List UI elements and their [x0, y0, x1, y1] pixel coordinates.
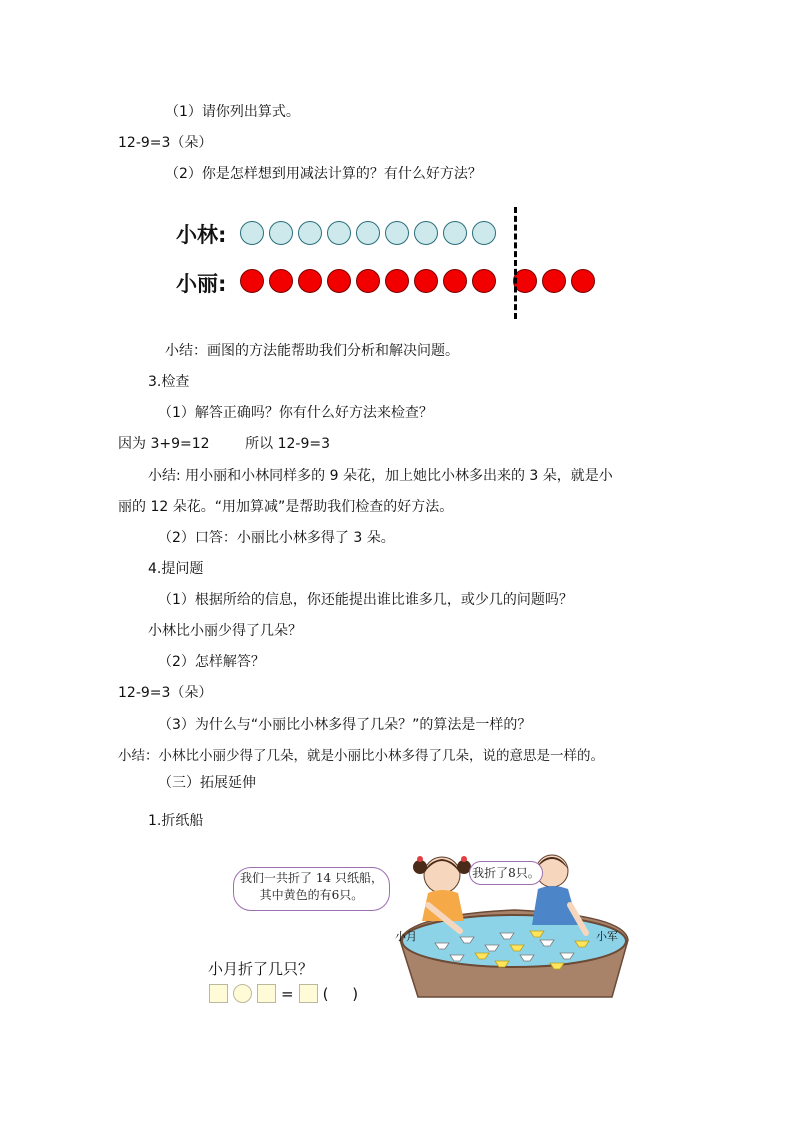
summary-check-line1: 小结: 用小丽和小林同样多的 9 朵花，加上她比小林多出来的 3 朵，就是小	[148, 468, 613, 484]
dashed-divider	[514, 207, 517, 319]
section-extension: （三）拓展延伸	[158, 775, 256, 791]
xiaoli-flower-dot	[571, 269, 595, 293]
ask-question-3: （3）为什么与“小丽比小林多得了几朵？”的算法是一样的？	[158, 717, 532, 733]
xiaoli-flower-dot	[385, 269, 409, 293]
question-1-list-formula: （1）请你列出算式。	[165, 104, 300, 120]
xiaoli-flower-dot	[472, 269, 496, 293]
xiaolin-flower-dot	[472, 221, 496, 245]
label-xiaolin: 小林:	[176, 223, 227, 247]
xiaolin-flower-dot	[298, 221, 322, 245]
equals-sign: =	[281, 984, 294, 1003]
xiaoli-flower-dot	[356, 269, 380, 293]
question-2-method: （2）你是怎样想到用减法计算的？有什么好方法？	[165, 166, 482, 182]
ask-example: 小林比小丽少得了几朵？	[148, 623, 302, 639]
name-xiaoyue: 小月	[395, 930, 417, 943]
blank-box-1[interactable]	[209, 984, 228, 1003]
equation-template	[209, 984, 358, 1003]
xiaolin-flower-dot	[385, 221, 409, 245]
ask-question-1: （1）根据所给的信息，你还能提出谁比谁多几，或少几的问题吗？	[158, 592, 573, 608]
oral-answer: （2）口答：小丽比小林多得了 3 朵。	[158, 530, 395, 546]
xiaolin-flower-dot	[327, 221, 351, 245]
speech-bubble-xiaoyue: 我们一共折了 14 只纸船，其中黄色的有6只。	[233, 867, 390, 911]
answer-formula-2: 12-9=3（朵）	[118, 685, 213, 701]
label-xiaoli: 小丽:	[176, 272, 227, 296]
xiaoli-flower-dot	[542, 269, 566, 293]
xiaolin-flower-dot	[269, 221, 293, 245]
speech-bubble-xiaojun: 我折了8只。	[469, 861, 543, 885]
xiaolin-flower-dot	[356, 221, 380, 245]
xiaoli-flower-dot	[298, 269, 322, 293]
illustration-question: 小月折了几只？	[208, 960, 314, 978]
summary-check-line2: 丽的 12 朵花。“用加算减”是帮助我们检查的好方法。	[118, 499, 454, 515]
xiaoli-dot-row	[240, 269, 595, 293]
blank-box-result[interactable]	[299, 984, 318, 1003]
summary-same-meaning: 小结：小林比小丽少得了几朵，就是小丽比小林多得了几朵，说的意思是一样的。	[118, 748, 604, 764]
xiaolin-flower-dot	[240, 221, 264, 245]
xiaolin-flower-dot	[414, 221, 438, 245]
xiaoli-flower-dot	[414, 269, 438, 293]
name-xiaojun: 小军	[596, 930, 618, 943]
xiaolin-dot-row	[240, 221, 496, 245]
xiaoli-flower-dot	[327, 269, 351, 293]
operator-circle[interactable]	[233, 984, 252, 1003]
xiaoli-flower-dot	[269, 269, 293, 293]
ask-question-2: （2）怎样解答？	[158, 654, 265, 670]
check-question-1: （1）解答正确吗？你有什么好方法来检查？	[158, 405, 433, 421]
section-paper-boat: 1.折纸船	[148, 813, 204, 829]
section-check: 3.检查	[148, 374, 190, 390]
unit-parentheses: ( )	[322, 984, 359, 1003]
section-ask: 4.提问题	[148, 561, 204, 577]
xiaoli-flower-dot	[240, 269, 264, 293]
check-formula: 因为 3+9=12 所以 12-9=3	[118, 436, 331, 452]
blank-box-2[interactable]	[257, 984, 276, 1003]
xiaoli-flower-dot	[443, 269, 467, 293]
xiaolin-flower-dot	[443, 221, 467, 245]
answer-formula-1: 12-9=3（朵）	[118, 135, 213, 151]
summary-drawing: 小结：画图的方法能帮助我们分析和解决问题。	[165, 343, 459, 359]
